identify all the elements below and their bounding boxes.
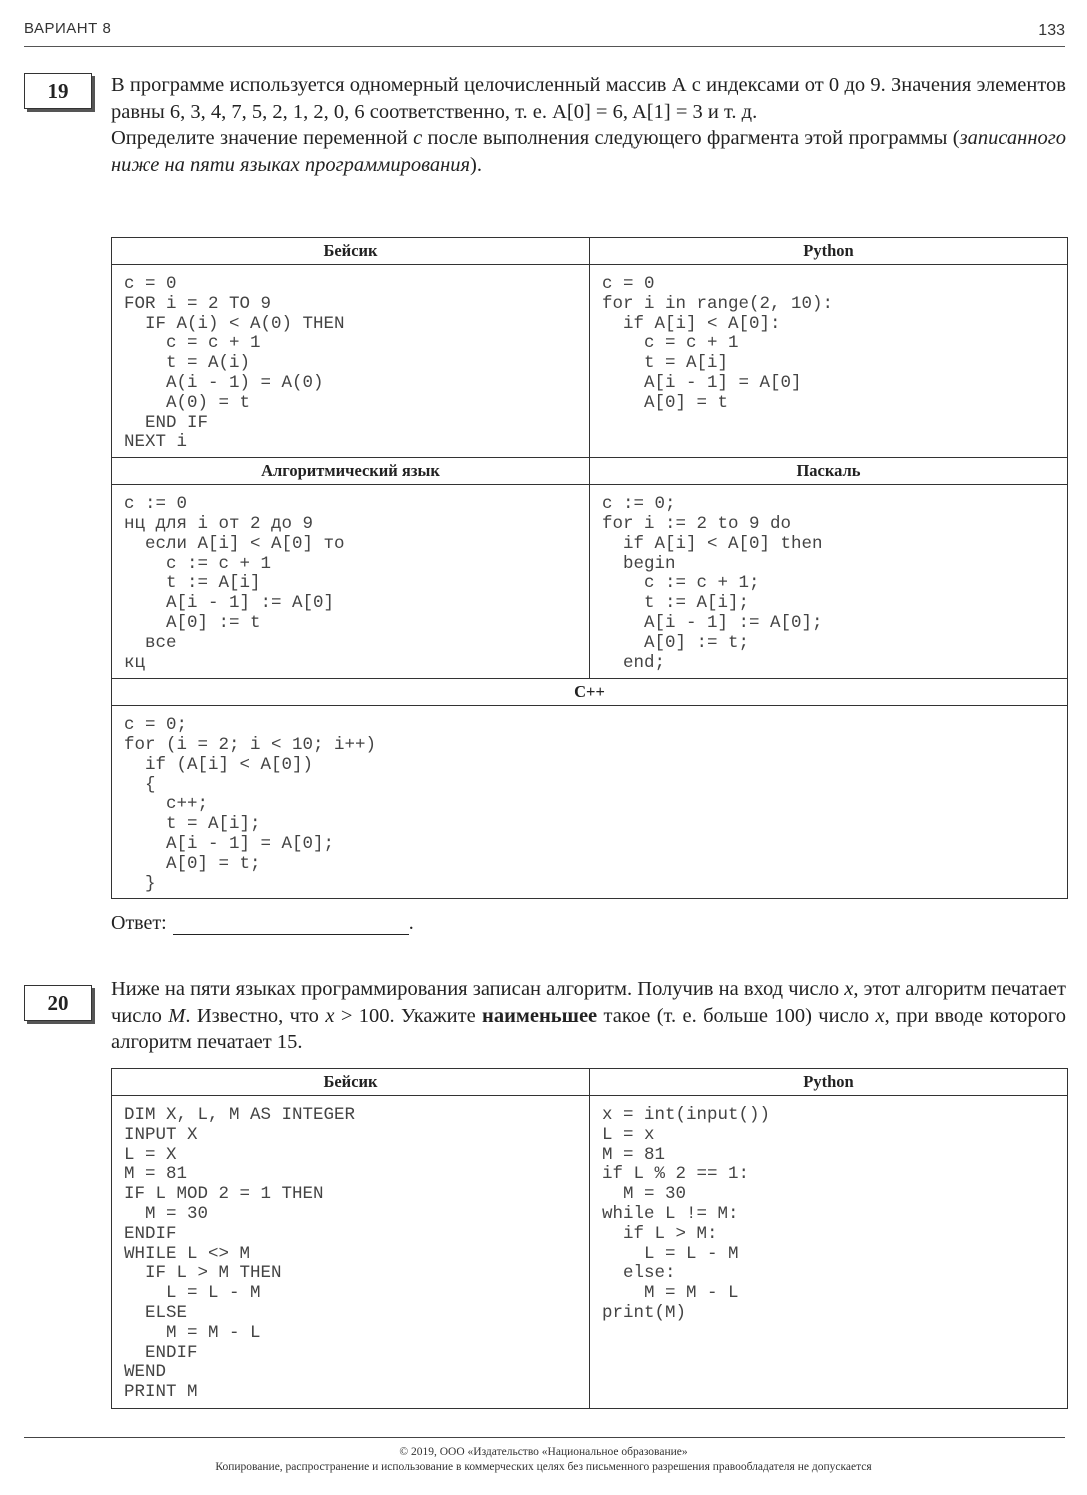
task-20-header-basic: Бейсик [112, 1069, 590, 1096]
copyright-line: © 2019, ООО «Издательство «Национальное образование» [399, 1446, 688, 1458]
header-pascal: Паскаль [590, 458, 1068, 485]
header-cpp: C++ [112, 679, 1068, 706]
header-alg: Алгоритмический язык [112, 458, 590, 485]
task-19-text [111, 72, 1066, 178]
task-20-text [111, 976, 1066, 1056]
variant-label: ВАРИАНТ 8 [24, 20, 112, 37]
variable-c: c [413, 127, 423, 149]
task-20-code-table [111, 1068, 1068, 1409]
task-19-paragraph-2: Определите значение переменной c после выполнения следующего фрагмента этой программы (записанного ниже на пяти языках программирования). [111, 127, 1066, 176]
code-cpp: c = 0; for (i = 2; i < 10; i++) if (A[i] < A[0]) { c++; t = A[i]; A[i - 1] = A[0]; A[0] = t; } [124, 715, 377, 894]
code-pascal: c := 0; for i := 2 to 9 do if A[i] < A[0] then begin c := c + 1; t := A[i]; A[i - 1] := A[0]; A[0] := t; end; [602, 494, 823, 673]
emphasis-smallest: наименьшее [482, 1004, 598, 1027]
footer [0, 1445, 1087, 1475]
code-python: c = 0 for i in range(2, 10): if A[i] < A[0]: c = c + 1 t = A[i] A[i - 1] = A[0] A[0] = t [602, 274, 834, 413]
task-19-paragraph-1: В программе используется одномерный целочисленный массив А с индексами от 0 до 9. Значения элементов равны 6, 3, 4, 7, 5, 2, 1, 2, 0, 6 соответственно, т. е. A[0] = 6, A[1] = 3 и т. д. [111, 74, 1066, 123]
code-basic: c = 0 FOR i = 2 TO 9 IF A(i) < A(0) THEN c = c + 1 t = A(i) A(i - 1) = A(0) A(0) = t END IF NEXT i [124, 274, 345, 453]
task-20-cell-python [590, 1096, 1068, 1409]
page-number: 133 [1038, 22, 1065, 39]
task-20-paragraph: Ниже на пяти языках программирования записан алгоритм. Получив на вход число x, этот алгоритм печатает число M. Известно, что x > 100. Укажите наименьшее такое (т. е. больше 100) число x, при вводе которого алгоритм печатает 15. [111, 978, 1066, 1053]
cell-pascal [590, 485, 1068, 679]
header-basic: Бейсик [112, 238, 590, 265]
task-20-number: 20 [24, 985, 92, 1021]
task-19-number: 19 [24, 73, 92, 109]
task-19-italic-note: записанного ниже на пяти языках программирования [111, 127, 1066, 176]
answer-field[interactable] [173, 914, 409, 935]
task-20-cell-basic [112, 1096, 590, 1409]
cell-python [590, 265, 1068, 458]
header-python: Python [590, 238, 1068, 265]
task-19-code-table [111, 237, 1068, 899]
code-alg: c := 0 нц для i от 2 до 9 если A[i] < A[0] то c := c + 1 t := A[i] A[i - 1] := A[0] A[0] := t все кц [124, 494, 345, 673]
running-head [24, 18, 1065, 47]
answer-label: Ответ: [111, 912, 167, 934]
task-20-header-python: Python [590, 1069, 1068, 1096]
cell-alg [112, 485, 590, 679]
cell-cpp [112, 706, 1068, 899]
task-20-code-basic: DIM X, L, M AS INTEGER INPUT X L = X M = 81 IF L MOD 2 = 1 THEN M = 30 ENDIF WHILE L <> M IF L > M THEN L = L - M ELSE M = M - L ENDIF WEND PRINT M [124, 1105, 356, 1403]
footer-rule [24, 1437, 1065, 1438]
answer-line: Ответ: . [111, 912, 414, 934]
task-20-code-python: x = int(input()) L = x M = 81 if L % 2 == 1: M = 30 while L != M: if L > M: L = L - M else: M = M - L print(M) [602, 1105, 771, 1323]
cell-basic [112, 265, 590, 458]
copyright-notice: Копирование, распространение и использование в коммерческих целях без письменного разрешения правообладателя не допускается [215, 1461, 872, 1473]
